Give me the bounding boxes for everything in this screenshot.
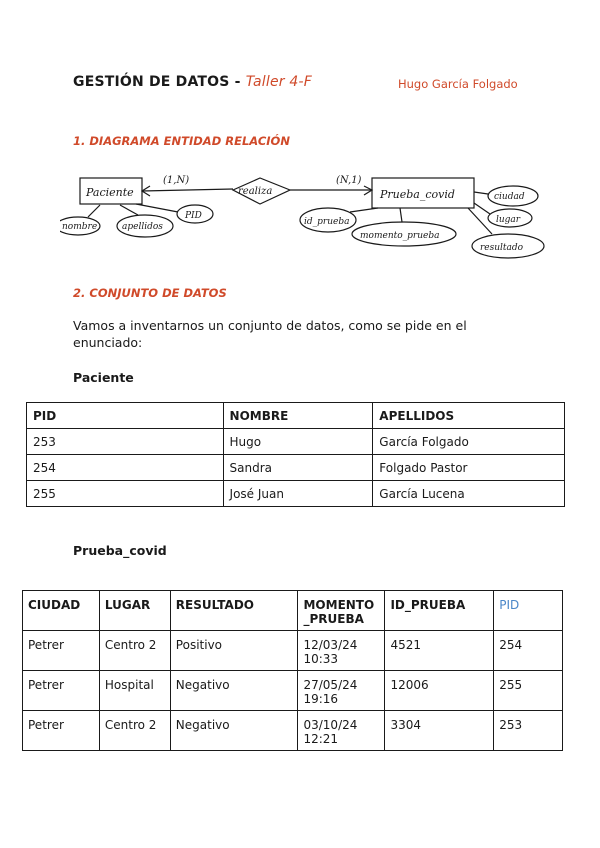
- table-cell: García Folgado: [373, 429, 565, 455]
- prueba-covid-table: [22, 590, 563, 751]
- column-header: MOMENTO _PRUEBA: [298, 591, 385, 631]
- document-title: [73, 74, 312, 90]
- table-cell: 27/05/24 19:16: [298, 671, 385, 711]
- cardinality-right: (N,1): [336, 175, 362, 186]
- table-row: [27, 481, 565, 507]
- column-header-foreign-key: PID: [494, 591, 563, 631]
- er-diagram: [60, 168, 555, 266]
- attr-nombre: nombre: [62, 222, 98, 232]
- column-header: CIUDAD: [23, 591, 100, 631]
- table-cell: Negativo: [170, 711, 298, 751]
- table-cell: Petrer: [23, 631, 100, 671]
- table-cell: 12/03/24 10:33: [298, 631, 385, 671]
- table-cell: 254: [494, 631, 563, 671]
- column-header: NOMBRE: [223, 403, 373, 429]
- table-cell: 253: [27, 429, 224, 455]
- author-name: Hugo García Folgado: [398, 77, 518, 91]
- attr-apellidos: apellidos: [122, 222, 163, 232]
- table-cell: Positivo: [170, 631, 298, 671]
- column-header: ID_PRUEBA: [385, 591, 494, 631]
- table-cell: Centro 2: [99, 631, 170, 671]
- column-header: PID: [27, 403, 224, 429]
- table-cell: García Lucena: [373, 481, 565, 507]
- table-header-row: [27, 403, 565, 429]
- attr-pid: PID: [185, 211, 202, 221]
- table-row: [27, 455, 565, 481]
- title-main: GESTIÓN DE DATOS -: [73, 74, 246, 90]
- table-cell: 255: [27, 481, 224, 507]
- paciente-table: [26, 402, 565, 507]
- table-cell: Hospital: [99, 671, 170, 711]
- section-heading-datos: 2. CONJUNTO DE DATOS: [73, 286, 227, 300]
- table-cell: 4521: [385, 631, 494, 671]
- table-cell: Petrer: [23, 671, 100, 711]
- entity-paciente-label: Paciente: [86, 186, 134, 199]
- table-label-prueba-covid: Prueba_covid: [73, 543, 167, 558]
- relation-label: realiza: [238, 186, 273, 197]
- title-subtitle: Taller 4-F: [245, 74, 312, 90]
- table-cell: 255: [494, 671, 563, 711]
- table-cell: 253: [494, 711, 563, 751]
- intro-paragraph: Vamos a inventarnos un conjunto de datos, como se pide en el enunciado:: [73, 318, 467, 350]
- table-cell: Sandra: [223, 455, 373, 481]
- table-cell: 12006: [385, 671, 494, 711]
- table-cell: 3304: [385, 711, 494, 751]
- table-cell: Petrer: [23, 711, 100, 751]
- table-cell: Negativo: [170, 671, 298, 711]
- table-header-row: [23, 591, 563, 631]
- entity-prueba-label: Prueba_covid: [380, 188, 455, 201]
- table-cell: Hugo: [223, 429, 373, 455]
- column-header: LUGAR: [99, 591, 170, 631]
- relation-line-left: [142, 189, 233, 191]
- table-row: [23, 711, 563, 751]
- table-cell: Centro 2: [99, 711, 170, 751]
- table-cell: José Juan: [223, 481, 373, 507]
- table-cell: Folgado Pastor: [373, 455, 565, 481]
- column-header: RESULTADO: [170, 591, 298, 631]
- table-cell: 254: [27, 455, 224, 481]
- attr-ciudad: ciudad: [494, 192, 525, 202]
- attr-resultado: resultado: [480, 243, 524, 253]
- table-cell: 03/10/24 12:21: [298, 711, 385, 751]
- section-heading-er-diagram: 1. DIAGRAMA ENTIDAD RELACIÓN: [73, 134, 290, 148]
- attr-id-prueba: id_prueba: [304, 217, 350, 227]
- table-row: [23, 631, 563, 671]
- table-label-paciente: Paciente: [73, 370, 134, 385]
- table-row: [27, 429, 565, 455]
- table-row: [23, 671, 563, 711]
- cardinality-left: (1,N): [163, 175, 190, 186]
- attr-lugar: lugar: [496, 215, 521, 225]
- column-header: APELLIDOS: [373, 403, 565, 429]
- attr-momento-prueba: momento_prueba: [360, 231, 440, 241]
